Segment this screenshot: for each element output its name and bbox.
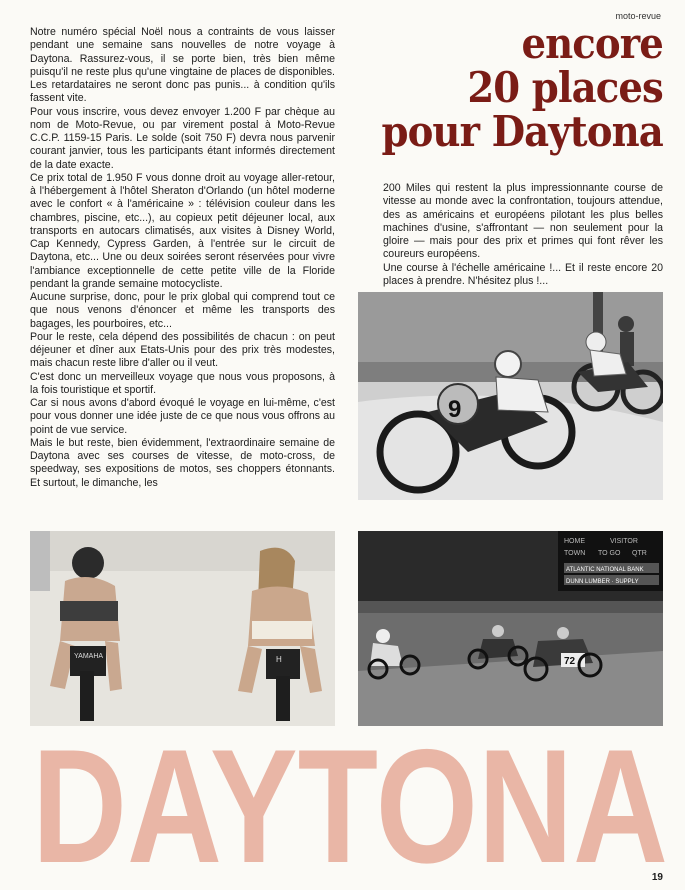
paragraph: Mais le but reste, bien évidemment, l'extraordinaire semaine de Daytona avec ses courses de vitesse, de moto-cross, de speedway, ses expositions de motos, ses choppers étonnants. Et surtout, le dimanche, les xyxy=(30,436,335,489)
board-text: QTR xyxy=(632,550,647,557)
headline-line-1: encore xyxy=(521,19,663,68)
plate-text: H xyxy=(276,655,282,664)
paragraph: Notre numéro spécial Noël nous a contraints de vous laisser pendant une semaine sans nouvelles de notre voyage à Daytona. Rassurez-vous, il se porte bien, très bien même puisqu'il ne reste plus qu'une vingtaine de places de disponibles. Les retardataires ne seront donc pas punis... à condition qu'ils fassent vite. xyxy=(30,26,335,105)
headline-line-3: pour Daytona xyxy=(381,107,663,156)
paragraph: Une course à l'échelle américaine !... Et il reste encore 20 places à prendre. N'hésitez plus !... xyxy=(383,261,663,287)
plate-text: YAMAHA xyxy=(74,653,104,660)
board-text: TOWN xyxy=(564,550,586,557)
daytona-banner xyxy=(30,735,670,870)
girls-on-mopeds-photo xyxy=(30,531,335,726)
page-headline xyxy=(357,19,663,156)
paragraph: Aucune surprise, donc, pour le prix global qui comprend tout ce que nous venons d'énoncer et même les transports des bagages, les pourboires, etc... xyxy=(30,291,335,330)
paragraph: Ce prix total de 1.950 F vous donne droit au voyage aller-retour, à l'hébergement à l'hôtel Sheraton d'Orlando (un hôtel moderne avec le confort « à l'américaine » : télévision couleur dans les chambres, piscine, etc...), au copieux petit déjeuner local, aux transports en autocars climatisés, aux visites à Disney World, Cap Kennedy, Cypress Garden, à l'entrée sur le circuit de Daytona, etc... Une ou deux soirées seront réservées pour vivre l'ambiance exceptionnelle de cette petite ville de la Floride pendant la grande semaine motocycliste. xyxy=(30,171,335,290)
paragraph: C'est donc un merveilleux voyage que nous vous proposons, à la fois touristique et sportif. xyxy=(30,370,335,396)
banner-text: DAYTONA xyxy=(32,735,668,870)
headline-line-2: 20 places xyxy=(467,63,663,112)
paragraph: Pour le reste, cela dépend des possibilités de chacun : on peut déjeuner et dîner aux Etats-Unis pour des prix très modestes, mais chacun reste libre d'aller ou il veut. xyxy=(30,330,335,370)
board-text: VISITOR xyxy=(610,538,638,545)
board-text: HOME xyxy=(564,538,585,545)
paragraph: Car si nous avons d'abord évoqué le voyage en lui-même, c'est pour vous donner une idée juste de ce que nous vous offrons au point de vue service. xyxy=(30,397,335,436)
article-left-column xyxy=(30,26,335,490)
bike-number: 9 xyxy=(448,396,462,423)
supply-sign: DUNN LUMBER · SUPPLY xyxy=(566,579,639,585)
page-number: 19 xyxy=(651,872,663,883)
paragraph: 200 Miles qui restent la plus impressionnante course de vitesse au monde avec la confrontation, toujours attendue, des as américains et européens pilotant les plus belles machines d'usine, s'affrontant — non seulement pour la gloire — mais pour des prix et primes qui font rêver les coureurs européens. xyxy=(383,182,663,261)
article-right-column xyxy=(383,182,663,288)
paragraph: Pour vous inscrire, vous devez envoyer 1.200 F par chèque au nom de Moto-Revue, ou par virement postal à Moto-Revue C.C.P. 1159-15 Paris. Le solde (soit 750 F) devra nous parvenir courant janvier, tous les participants étant informés directement de la date exacte. xyxy=(30,105,335,171)
track-race-photo xyxy=(358,531,663,726)
magazine-brand: moto-revue xyxy=(615,11,661,21)
bank-sign: ATLANTIC NATIONAL BANK xyxy=(566,567,644,573)
racers-photo xyxy=(358,292,663,500)
bike-number: 72 xyxy=(564,656,576,667)
board-text: TO GO xyxy=(598,550,621,557)
